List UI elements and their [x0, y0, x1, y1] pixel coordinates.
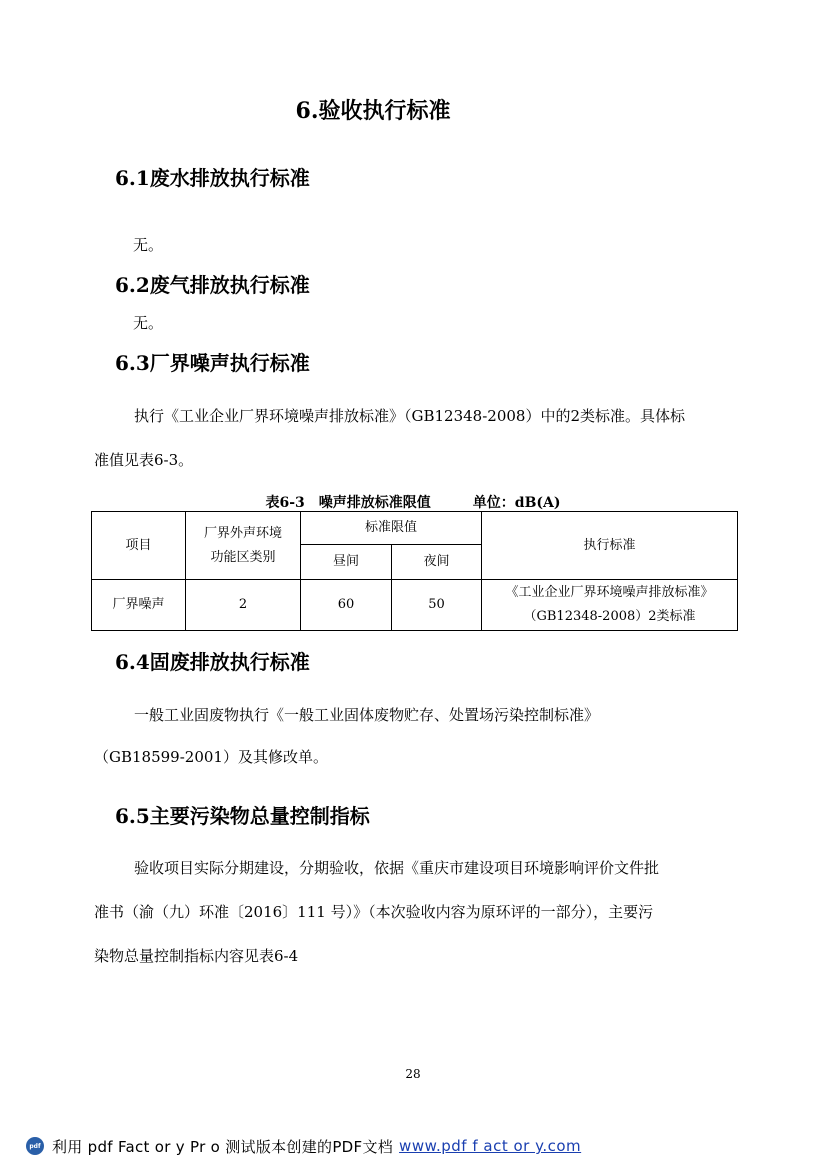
header-zone-line2: 功能区类别	[210, 549, 276, 565]
cell-standard-line1: 《工业企业厂界环境噪声排放标准》	[505, 585, 714, 600]
table-caption-number: 表6-3	[265, 495, 305, 511]
heading-6-1: 6.1废水排放执行标准	[115, 166, 310, 190]
header-zone-line1: 厂界外声环境	[203, 525, 282, 541]
header-night: 夜间	[392, 545, 482, 580]
text-6-4-line2: （GB18599-2001）及其修改单。	[94, 748, 328, 766]
header-item: 项目	[92, 512, 186, 580]
header-zone	[186, 512, 301, 580]
heading-6-2: 6.2废气排放执行标准	[115, 273, 310, 297]
page-number: 28	[405, 1067, 421, 1081]
heading-6-4: 6.4固废排放执行标准	[115, 650, 310, 674]
cell-standard	[482, 580, 738, 631]
footer-link[interactable]: www.pdf f act or y.com	[399, 1137, 582, 1155]
cell-zone: 2	[186, 580, 301, 631]
noise-limit-table	[91, 511, 738, 631]
text-6-3-line2: 准值见表6-3。	[94, 451, 194, 469]
text-6-1: 无。	[133, 236, 164, 254]
cell-standard-line2: （GB12348-2008）2类标准	[523, 609, 696, 624]
table-caption-title: 噪声排放标准限值	[318, 495, 431, 511]
text-6-5-line2: 准书（渝（九）环准〔2016〕111 号）》（本次验收内容为原环评的一部分），主要污	[94, 903, 654, 921]
table-header-row	[92, 512, 738, 545]
heading-6-5: 6.5主要污染物总量控制指标	[115, 804, 370, 828]
header-standard: 执行标准	[482, 512, 738, 580]
header-limit: 标准限值	[301, 512, 482, 545]
text-6-5-line3: 染物总量控制指标内容见表6-4	[94, 947, 299, 965]
heading-6-3: 6.3厂界噪声执行标准	[115, 351, 310, 375]
pdf-factory-footer	[26, 1135, 581, 1157]
text-6-2: 无。	[133, 314, 164, 332]
header-day: 昼间	[301, 545, 392, 580]
cell-day: 60	[301, 580, 392, 631]
cell-night: 50	[392, 580, 482, 631]
table-row	[92, 580, 738, 631]
text-6-4-line1: 一般工业固废物执行《一般工业固体废物贮存、处置场污染控制标准》	[134, 706, 600, 724]
pdf-factory-logo-icon: pdf	[26, 1137, 44, 1155]
text-6-5-line1: 验收项目实际分期建设，分期验收，依据《重庆市建设项目环境影响评价文件批	[134, 859, 660, 877]
page-title: 6.验收执行标准	[295, 98, 451, 124]
table-caption-unit: 单位：dB(A)	[472, 495, 561, 511]
footer-text: 利用 pdf Fact or y Pr o 测试版本创建的PDF文档	[52, 1137, 394, 1156]
text-6-3-line1: 执行《工业企业厂界环境噪声排放标准》（GB12348-2008）中的2类标准。具体标	[134, 407, 686, 425]
table-caption	[0, 492, 826, 512]
cell-item: 厂界噪声	[92, 580, 186, 631]
